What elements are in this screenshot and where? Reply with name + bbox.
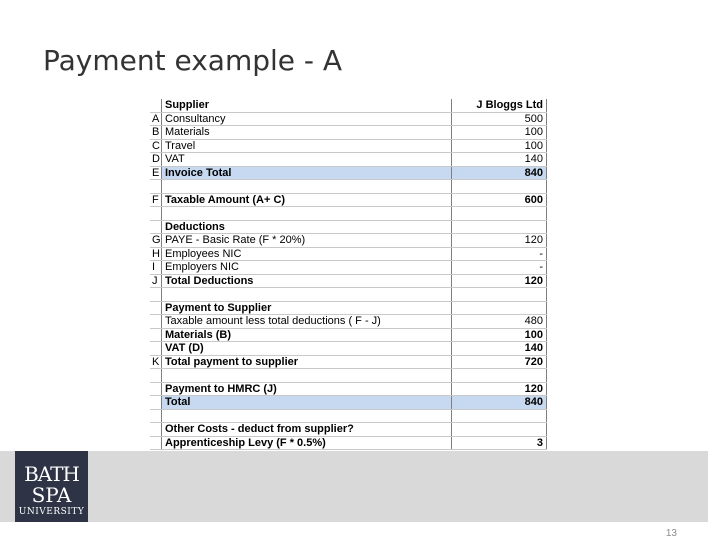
row-code [150,315,162,329]
row-code: C [152,139,160,152]
table-row [150,315,547,329]
row-value: 100 [452,328,547,342]
table-row [150,328,547,342]
row-value: 100 [452,139,547,153]
row-value: 140 [452,342,547,356]
table-row [150,342,547,356]
row-code [150,220,162,234]
row-value: 120 [452,234,547,248]
row-value [452,220,547,234]
payment-spreadsheet [150,99,547,450]
table-row [150,126,547,140]
page-number: 13 [665,528,677,539]
row-code [150,301,162,315]
table-row [150,112,547,126]
row-code [150,99,162,112]
row-description: Total [162,396,452,410]
row-description: Deductions [162,220,452,234]
row-description: PAYE - Basic Rate (F * 20%) [162,234,452,248]
table-row [150,99,547,112]
row-description: Supplier [162,99,452,112]
row-value [452,288,547,302]
row-code: G [152,234,161,247]
table-row [150,180,547,194]
row-code [150,342,162,356]
logo-line-bath: BATH [24,462,79,486]
table-row [150,261,547,275]
table-row [150,436,547,450]
row-code [150,409,162,423]
table-row [150,288,547,302]
logo-line-spa: SPA [31,483,72,507]
row-description: Total Deductions [162,274,452,288]
row-code [150,396,162,410]
row-value: J Bloggs Ltd [452,99,547,112]
row-code [150,369,162,383]
row-value: 500 [452,112,547,126]
table-row [150,409,547,423]
row-description: Total payment to supplier [162,355,452,369]
row-description: VAT (D) [162,342,452,356]
row-value: - [452,261,547,275]
row-value: 120 [452,382,547,396]
row-value: 720 [452,355,547,369]
row-value: 100 [452,126,547,140]
logo-line-university: UNIVERSITY [18,507,85,517]
table-row [150,382,547,396]
table-row [150,193,547,207]
row-description: Payment to HMRC (J) [162,382,452,396]
table-row [150,234,547,248]
row-code: A [150,112,162,126]
table-row [150,423,547,437]
row-description [162,288,452,302]
row-code: H [152,247,160,260]
row-description: Other Costs - deduct from supplier? [162,423,452,437]
row-code: D [152,153,160,166]
table-row [150,139,547,153]
row-code: B [150,126,162,140]
row-description: Travel [162,139,452,153]
footer-band [0,451,708,522]
table-row [150,247,547,261]
row-description: VAT [162,153,452,167]
table-row [150,274,547,288]
row-code [150,382,162,396]
row-code [150,288,162,302]
row-value: 140 [452,153,547,167]
row-value [452,207,547,221]
row-value [452,423,547,437]
row-description: Payment to Supplier [162,301,452,315]
row-code: F [150,193,162,207]
table-row [150,220,547,234]
bath-spa-university-logo [15,451,88,522]
table-row [150,396,547,410]
row-description: Employees NIC [162,247,452,261]
row-description: Employers NIC [162,261,452,275]
row-description [162,369,452,383]
row-value [452,180,547,194]
row-code: K [150,355,162,369]
table-row [150,166,547,180]
table-row [150,355,547,369]
row-description: Invoice Total [162,166,452,180]
row-code [150,207,162,221]
row-value [452,369,547,383]
table-row [150,301,547,315]
slide-title: Payment example - A [43,44,343,77]
row-code: I [150,261,162,275]
row-code [150,180,162,194]
row-code: E [150,166,162,180]
row-description: Consultancy [162,112,452,126]
row-value: 600 [452,193,547,207]
row-code [150,436,162,450]
row-description: Materials [162,126,452,140]
table-row [150,153,547,167]
row-description [162,207,452,221]
row-value: 840 [452,396,547,410]
row-code [150,328,162,342]
row-value [452,301,547,315]
row-description: Materials (B) [162,328,452,342]
row-value: 120 [452,274,547,288]
row-description: Apprenticeship Levy (F * 0.5%) [162,436,452,450]
row-value: 3 [452,436,547,450]
row-description: Taxable amount less total deductions ( F - J) [162,315,452,329]
row-value: - [452,247,547,261]
row-value [452,409,547,423]
spreadsheet-body [150,99,547,450]
table-row [150,369,547,383]
table-row [150,207,547,221]
row-code [150,423,162,437]
row-description: Taxable Amount (A+ C) [162,193,452,207]
row-code: J [150,274,162,288]
row-description [162,180,452,194]
row-value: 480 [452,315,547,329]
row-value: 840 [452,166,547,180]
row-description [162,409,452,423]
